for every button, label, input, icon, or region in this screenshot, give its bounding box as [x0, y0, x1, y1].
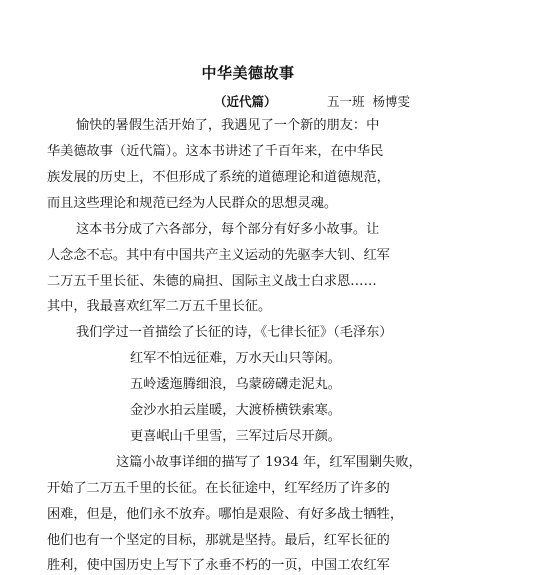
paragraph-line: 这篇小故事详细的描写了 1934 年，红军围剿失败，	[116, 455, 422, 470]
paragraph-line: 其中，我最喜欢红军二万五千里长征。	[47, 299, 272, 314]
paragraph-line: 二万五千里长征、朱德的扁担、国际主义战士白求恩……	[47, 274, 377, 289]
paragraph-line: 他们也有一个坚定的目标，那就是坚持。最后，红军长征的	[47, 533, 390, 548]
paragraph-line: 愉快的暑假生活开始了，我遇见了一个新的朋友：中	[76, 118, 380, 133]
paragraph-line: 胜利，使中国历史上写下了永垂不朽的一页，中国工农红军	[47, 558, 390, 573]
paragraph-line: 华美德故事（近代篇）。这本书讲述了千百年来，在中华民	[47, 144, 384, 159]
document-subtitle: （近代篇）	[214, 94, 277, 109]
document-title: 中华美德故事	[201, 64, 295, 82]
poem-line: 五岭逶迤腾细浪，乌蒙磅礴走泥丸。	[130, 377, 341, 392]
paragraph-line: 困难，但是，他们永不放弃。哪怕是艰险、有好多战士牺牲，	[47, 507, 404, 522]
paragraph-line: 人念念不忘。其中有中国共产主义运动的先驱李大钊、红军	[47, 248, 390, 263]
poem-line: 红军不怕远征难，万水天山只等闲。	[130, 351, 341, 366]
paragraph-line: 而且这些理论和规范已经为人民群众的思想灵魂。	[47, 196, 338, 211]
paragraph-line: 这本书分成了六各部分，每个部分有好多小故事。让	[76, 222, 380, 237]
paragraph-line: 我们学过一首描绘了长征的诗，《七律长征》（毛泽东）	[76, 325, 393, 340]
document-author: 五一班 杨博雯	[327, 94, 410, 109]
paragraph-line: 开始了二万五千里的长征。在长征途中，红军经历了许多的	[47, 481, 390, 496]
subtitle-row	[0, 92, 496, 110]
poem-line: 金沙水拍云崖暖，大渡桥横铁索寒。	[130, 403, 341, 418]
poem-line: 更喜岷山千里雪，三军过后尽开颜。	[130, 429, 341, 444]
paragraph-line: 族发展的历史上，不但形成了系统的道德理论和道德规范，	[47, 170, 390, 185]
